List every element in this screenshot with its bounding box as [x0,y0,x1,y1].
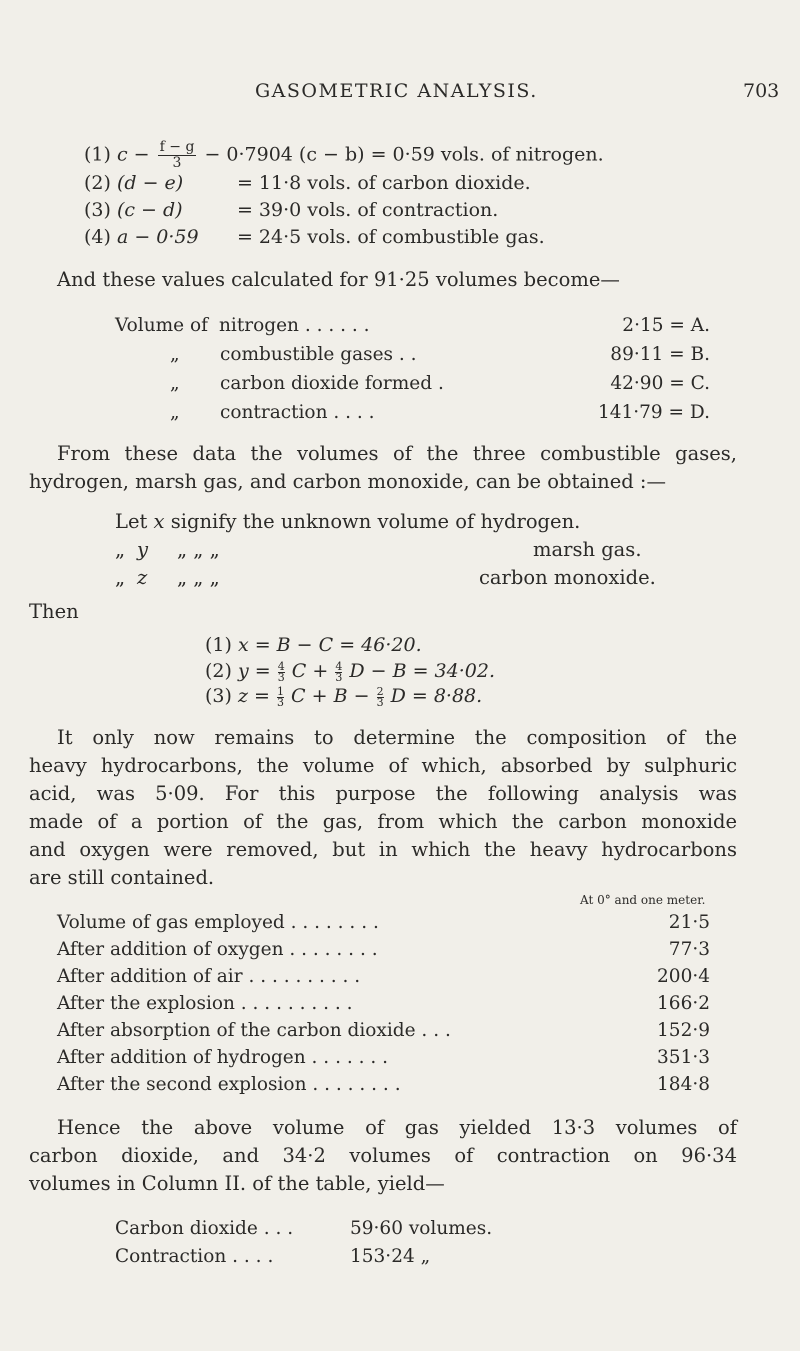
fraction-denominator: 3 [335,670,343,684]
volume-label: combustible gases . . [220,344,417,365]
result-label: Carbon dioxide . . . [115,1218,294,1239]
equation-rhs: = 24·5 vols. of combustible gas. [236,226,545,248]
fraction-numerator: 1 [277,684,284,698]
table-header: At 0° and one meter. [580,893,706,907]
paragraph-line: volumes in Column II. of the table, yield— [29,1172,445,1195]
paragraph-line: It only now remains to determine the composition of the [57,726,737,749]
solution-expression: C + B − [291,685,370,707]
volume-value: 2·15 = A. [622,315,710,336]
table-row-label: After absorption of the carbon dioxide . . . [57,1020,451,1041]
volume-prefix: Volume of [115,315,208,336]
equation-number: (4) [84,226,111,248]
solution-expression: z = [237,685,270,707]
let-text: marsh gas. [533,538,642,561]
page-number: 703 [743,80,780,102]
fraction [277,659,285,684]
running-header: GASOMETRIC ANALYSIS. [255,80,538,102]
table-row-label: After addition of hydrogen . . . . . . . [57,1047,388,1068]
table-row-value: 184·8 [657,1074,710,1095]
paragraph-line: hydrogen, marsh gas, and carbon monoxide, can be obtained :— [29,470,667,493]
equation-rhs: = 39·0 vols. of contraction. [236,199,499,221]
table-row-value: 351·3 [657,1047,710,1068]
table-row-value: 200·4 [657,966,710,987]
volume-label: contraction . . . . [220,402,375,423]
fraction-denominator: 3 [376,695,384,709]
paragraph-line: and oxygen were removed, but in which the heavy hydrocarbons [29,838,737,861]
fraction-denominator: 3 [172,155,182,171]
solution-number: (2) [205,660,232,682]
let-line [115,566,417,589]
fraction-numerator: 4 [335,659,343,673]
fraction [158,140,197,171]
volume-value: 42·90 = C. [610,373,710,394]
let-line [115,538,417,561]
paragraph-line: carbon dioxide, and 34·2 volumes of contraction on 96·34 [29,1144,737,1167]
paragraph-line: acid, was 5·09. For this purpose the following analysis was [29,782,737,805]
ditto-mark: „ [170,373,180,394]
volume-value: 89·11 = B. [610,344,710,365]
intro-sentence: And these values calculated for 91·25 volumes become— [57,268,620,291]
equation-3 [84,199,498,221]
fraction [335,659,343,684]
table-row-label: Volume of gas employed . . . . . . . . [57,912,379,933]
table-row-value: 21·5 [668,912,710,933]
volume-row [170,344,417,365]
let-text: carbon monoxide. [479,566,656,589]
ditto-mark: „ [170,402,180,423]
ditto-mark: „ [115,566,126,589]
table-row-label: After addition of air . . . . . . . . . . [57,966,361,987]
paragraph-line: are still contained. [29,866,215,889]
solution-expression: x = B − C = 46·20. [237,634,422,656]
equation-lhs: (d − e) [116,172,184,194]
equation-number: (2) [84,172,111,194]
let-text: signify the unknown volume of hydrogen. [170,510,581,533]
table-row-label: After the second explosion . . . . . . . . [57,1074,401,1095]
fraction [376,684,384,709]
volume-label: carbon dioxide formed . [220,373,444,394]
then-label: Then [29,600,79,623]
equation-lhs: c − [116,143,150,166]
table-row-value: 77·3 [668,939,710,960]
table-row-value: 152·9 [657,1020,710,1041]
fraction-numerator: 4 [277,659,285,673]
result-label: Contraction . . . . [115,1246,274,1267]
solution-expression: D = 8·88. [390,685,483,707]
result-value: 153·24 „ [350,1246,431,1267]
equation-number: (1) [84,143,111,166]
ditto-mark: „ [115,538,126,561]
equation-lhs: a − 0·59 [116,226,199,248]
solution-1 [205,634,422,656]
fraction-denominator: 3 [277,695,284,709]
equation-4 [84,226,545,248]
table-row-label: After addition of oxygen . . . . . . . . [57,939,378,960]
volume-value: 141·79 = D. [597,402,710,423]
fraction [277,684,284,709]
ditto-marks: „ „ „ [177,566,220,589]
table-row-value: 166·2 [657,993,710,1014]
volume-row [170,373,444,394]
fraction-numerator: 2 [376,684,384,698]
equation-rhs: = 11·8 vols. of carbon dioxide. [236,172,531,194]
table-row-label: After the explosion . . . . . . . . . . [57,993,353,1014]
variable: x [153,510,165,533]
equation-lhs: (c − d) [116,199,183,221]
solution-expression: C + [291,660,329,682]
equation-rhs: − 0·7904 (c − b) = 0·59 vols. of nitrogen. [204,143,604,166]
let-lead: Let [115,510,148,533]
solution-number: (3) [205,685,232,707]
let-line [115,510,580,533]
solution-expression: y = [237,660,271,682]
solution-2 [205,660,495,683]
variable: y [137,538,149,561]
paragraph-line: heavy hydrocarbons, the volume of which, absorbed by sulphuric [29,754,737,777]
paragraph-line: Hence the above volume of gas yielded 13·3 volumes of [57,1116,737,1139]
solution-expression: D − B = 34·02. [349,660,495,682]
volume-row [170,402,375,423]
solution-number: (1) [205,634,232,656]
ditto-mark: „ [170,344,180,365]
volume-label: nitrogen . . . . . . [219,315,370,336]
volume-row [115,315,370,336]
solution-3 [205,685,482,708]
fraction-denominator: 3 [277,670,285,684]
variable: z [137,566,148,589]
ditto-marks: „ „ „ [177,538,220,561]
paragraph-line: From these data the volumes of the three combustible gases, [57,442,737,465]
equation-number: (3) [84,199,111,221]
result-value: 59·60 volumes. [350,1218,493,1239]
fraction-numerator: f − g [159,139,195,155]
equation-1 [84,140,604,171]
paragraph-line: made of a portion of the gas, from which the carbon monoxide [29,810,737,833]
equation-2 [84,172,531,194]
